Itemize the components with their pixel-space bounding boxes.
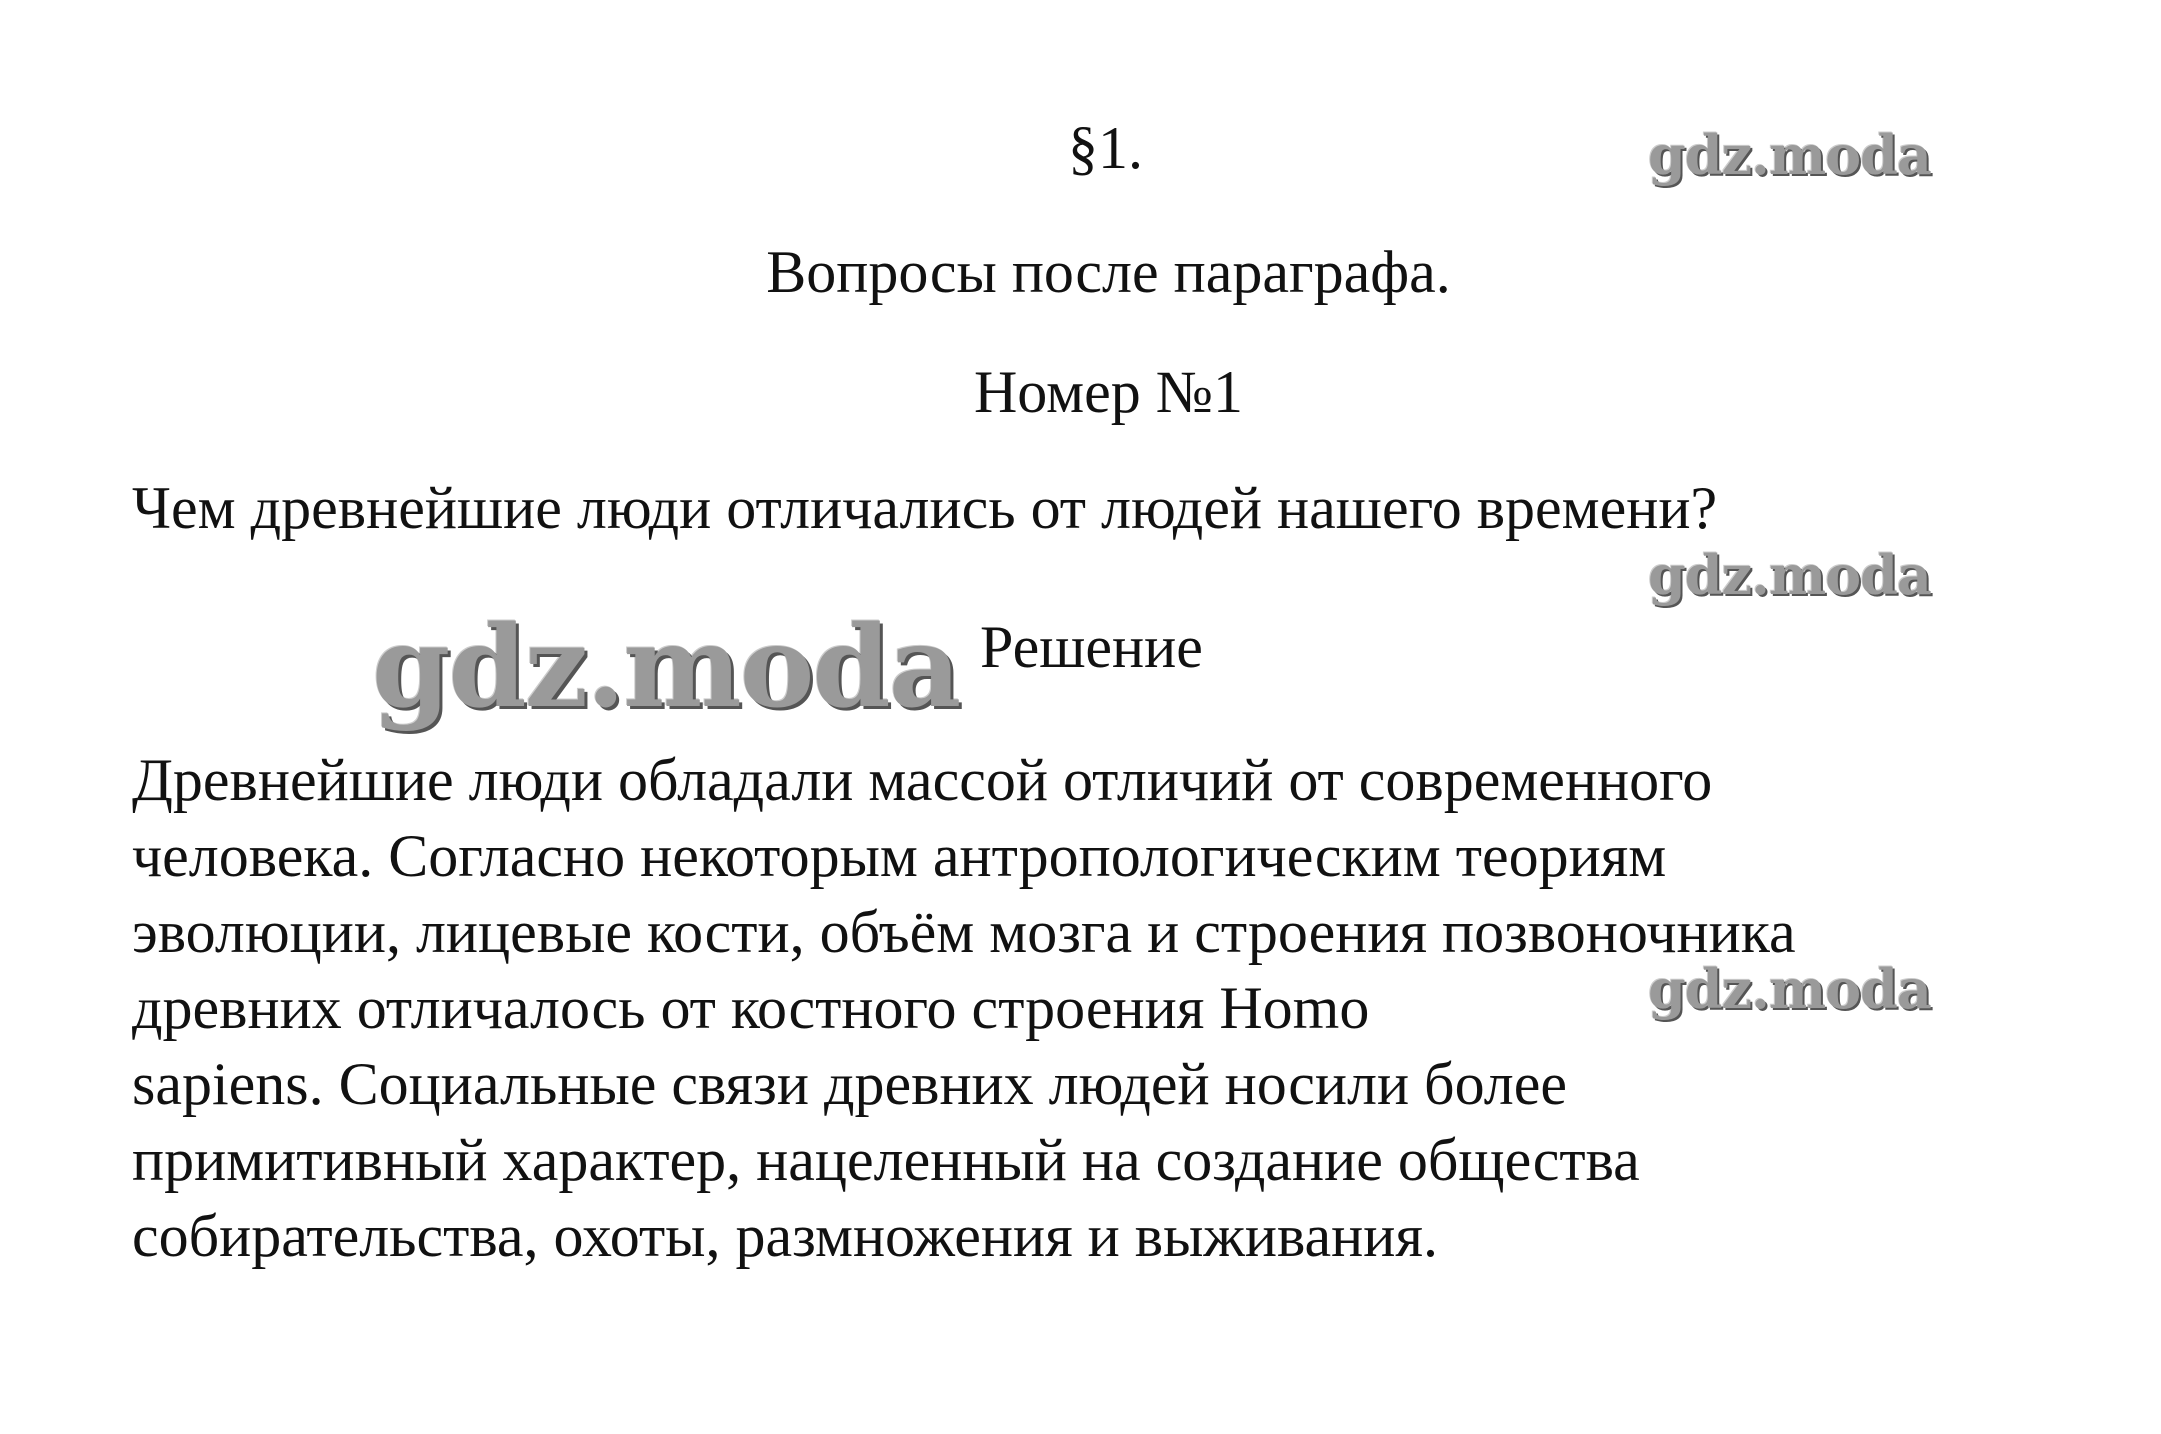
watermark-logo-large: gdz.moda [372, 602, 960, 733]
answer-line: Древнейшие люди обладали массой отличий от современного [132, 747, 1713, 813]
watermark-logo: gdz.moda [1648, 123, 1931, 187]
answer-line: эволюции, лицевые кости, объём мозга и строения позвоночника [132, 899, 1796, 965]
answer-text [132, 742, 1796, 1274]
answer-line: sapiens. Социальные связи древних людей носили более [132, 1051, 1567, 1117]
watermark-logo: gdz.moda [1648, 957, 1931, 1021]
watermark-logo: gdz.moda [1648, 543, 1931, 607]
solution-label: Решение [980, 614, 1203, 680]
answer-line: примитивный характер, нацеленный на создание общества [132, 1127, 1640, 1193]
section-number: §1. [1068, 115, 1143, 181]
answer-line: собирательства, охоты, размножения и выживания. [132, 1203, 1438, 1269]
answer-line: человека. Согласно некоторым антропологическим теориям [132, 823, 1667, 889]
answer-line: древних отличалось от костного строения Homo [132, 975, 1370, 1041]
questions-title: Вопросы после параграфа. [766, 239, 1451, 305]
question-text: Чем древнейшие люди отличались от людей нашего времени? [132, 475, 1718, 541]
exercise-number: Номер №1 [973, 359, 1244, 425]
